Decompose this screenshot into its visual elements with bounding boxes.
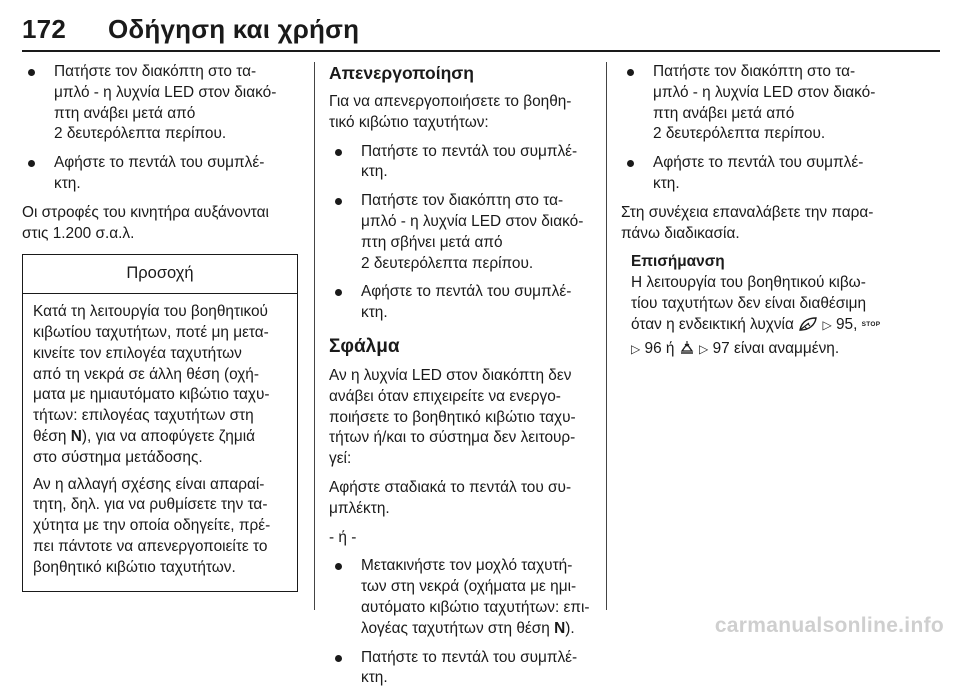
text-line: Για να απενεργοποιήσετε το βοηθη- [329, 93, 572, 110]
text-line [33, 427, 287, 448]
list-item [22, 153, 300, 195]
caution-title: Προσοχή [23, 255, 297, 294]
text-line: από τη νεκρά σε άλλη θέση (οχή- [33, 365, 259, 383]
list-item [329, 282, 601, 324]
paragraph [329, 92, 601, 134]
hill-descent-icon [679, 340, 695, 363]
bullet-dot [335, 149, 342, 156]
text-line: Η λειτουργία του βοηθητικού κιβω- [631, 274, 866, 292]
text-line: στις 1.200 σ.α.λ. [22, 224, 135, 242]
text-line: πτη ανάβει μετά από [54, 104, 196, 122]
page-title: Οδήγηση και χρήση [108, 14, 360, 44]
section-heading: Σφάλμα [329, 335, 400, 357]
caution-paragraph [33, 302, 287, 468]
column-middle [329, 62, 601, 697]
text-line: μπλό - η λυχνία LED στον διακό- [54, 83, 277, 101]
gear-position-n: N [554, 619, 566, 637]
note-block [621, 252, 911, 362]
eco-leaf-icon [798, 316, 818, 339]
list-item [329, 556, 601, 639]
text-line: κτη. [54, 174, 81, 192]
text-line [631, 315, 911, 339]
page-header [22, 14, 940, 45]
page-ref-arrow-icon: ▷ [699, 341, 709, 356]
text-line: Μετακινήστε τον μοχλό ταχυτή- [361, 557, 573, 575]
section-heading: Απενεργοποίηση [329, 63, 474, 83]
note-title: Επισήμανση [631, 253, 725, 271]
text-line: τικό κιβώτιο ταχυτήτων: [329, 113, 489, 131]
text-fragment: ). [565, 619, 575, 637]
list-item [22, 62, 300, 145]
list-item [621, 62, 911, 145]
header-rule [22, 50, 940, 52]
bullet-dot [335, 655, 342, 662]
bullet-dot [335, 198, 342, 205]
text-line: πτη ανάβει μετά από [653, 104, 795, 122]
text-line: μπλό - η λυχνία LED στον διακό- [361, 212, 584, 230]
column-divider [606, 62, 607, 610]
text-line: μπλό - η λυχνία LED στον διακό- [653, 83, 876, 101]
text-line: γεί: [329, 450, 352, 468]
text-line: 2 δευτερόλεπτα περίπου. [361, 254, 534, 272]
column-right [621, 62, 911, 362]
watermark: carmanualsonline.info [714, 614, 944, 637]
bullet-dot [28, 160, 35, 167]
page-reference: 97 είναι αναμμένη. [712, 339, 840, 357]
text-line: Πατήστε τον διακόπτη στο τα- [361, 192, 564, 210]
page-number: 172 [22, 14, 66, 44]
bullet-dot [627, 69, 634, 76]
page-reference: 95, [835, 315, 858, 333]
text-line: των στη νεκρά (οχήματα με ημι- [361, 578, 577, 596]
text-line: Αφήστε το πεντάλ του συμπλέ- [361, 283, 572, 301]
text-line: ματα με ημιαυτόματο κιβώτιο ταχυ- [33, 386, 270, 404]
text-line: τίου ταχυτήτων δεν είναι διαθέσιμη [631, 294, 867, 312]
text-line: Αν η λυχνία LED στον διακόπτη δεν [329, 366, 572, 384]
text-line: τήτων: επιλογέας ταχυτήτων στη [33, 407, 254, 425]
text-line: κιβωτίου ταχυτήτων, ποτέ μη μετα- [33, 323, 269, 341]
page-ref-arrow-icon: ▷ [822, 317, 832, 332]
text-line: κτη. [361, 304, 388, 322]
text-line: 2 δευτερόλεπτα περίπου. [54, 125, 227, 143]
list-item [329, 142, 601, 184]
text-line: Αφήστε το πεντάλ του συμπλέ- [653, 154, 864, 172]
paragraph [329, 478, 601, 520]
text-line: Αφήστε το πεντάλ του συμπλέ- [54, 154, 265, 172]
text-line: Κατά τη λειτουργία του βοηθητικού [33, 303, 268, 321]
text-line: Αφήστε σταδιακά το πεντάλ του συ- [329, 478, 572, 496]
text-line: Αν η αλλαγή σχέσης είναι απαραί- [33, 475, 265, 493]
text-line: κτη. [361, 669, 388, 687]
column-left [22, 62, 300, 592]
text-line: Πατήστε τον διακόπτη στο τα- [54, 63, 257, 80]
text-line: πάνω διαδικασία. [621, 224, 740, 242]
text-line: κτη. [653, 174, 680, 192]
column-divider [314, 62, 315, 610]
bullet-dot [627, 160, 634, 167]
text-line: αυτόματο κιβώτιο ταχυτήτων: επι- [361, 598, 590, 616]
text-fragment: λογέας ταχυτήτων στη θέση [361, 619, 555, 637]
paragraph [621, 203, 911, 245]
text-line [361, 619, 601, 640]
text-line: βοηθητικό κιβώτιο ταχυτήτων. [33, 558, 236, 576]
list-item [621, 153, 911, 195]
list-item [329, 648, 601, 690]
page-ref-arrow-icon: ▷ [631, 341, 641, 356]
text-line: κινείτε τον επιλογέα ταχυτήτων [33, 344, 242, 362]
bullet-dot [28, 69, 35, 76]
stop-icon: STOP [861, 320, 881, 328]
text-fragment: ), για να αποφύγετε ζημιά [81, 427, 256, 445]
text-line: Οι στροφές του κινητήρα αυξάνονται [22, 203, 269, 221]
text-line: τητη, δηλ. για να ρυθμίσετε την τα- [33, 496, 268, 514]
text-line: χύτητα με την οποία οδηγείτε, πρέ- [33, 517, 271, 535]
text-line: Στη συνέχεια επαναλάβετε την παρα- [621, 203, 874, 221]
text-line: κτη. [361, 163, 388, 181]
text-line: τήτων ή/και το σύστημα δεν λειτουρ- [329, 429, 576, 447]
page-reference: 96 ή [644, 339, 675, 357]
caution-box [22, 254, 298, 591]
paragraph [22, 203, 300, 245]
text-line: Πατήστε το πεντάλ του συμπλέ- [361, 648, 578, 666]
text-line: πτη σβήνει μετά από [361, 233, 503, 251]
text-line [631, 339, 911, 363]
text-line: ποιήσετε το βοηθητικό κιβώτιο ταχυ- [329, 408, 576, 426]
text-line: ανάβει όταν επιχειρείτε να ενεργο- [329, 387, 561, 405]
paragraph [329, 366, 601, 470]
text-fragment: όταν η ενδεικτική λυχνία [631, 315, 799, 333]
gear-position-n: N [70, 427, 82, 445]
text-line: στο σύστημα μετάδοσης. [33, 448, 203, 466]
text-line: Πατήστε τον διακόπτη στο τα- [653, 63, 856, 80]
or-separator: - ή - [329, 528, 357, 546]
list-item [329, 191, 601, 274]
bullet-dot [335, 289, 342, 296]
bullet-dot [335, 563, 342, 570]
caution-paragraph [33, 475, 287, 579]
text-line: πει πάντοτε να απενεργοποιείτε το [33, 537, 268, 555]
text-line: μπλέκτη. [329, 499, 390, 517]
text-line: Πατήστε το πεντάλ του συμπλέ- [361, 142, 578, 160]
caution-body [23, 294, 297, 590]
text-fragment: θέση [33, 427, 71, 445]
text-line: 2 δευτερόλεπτα περίπου. [653, 125, 826, 143]
